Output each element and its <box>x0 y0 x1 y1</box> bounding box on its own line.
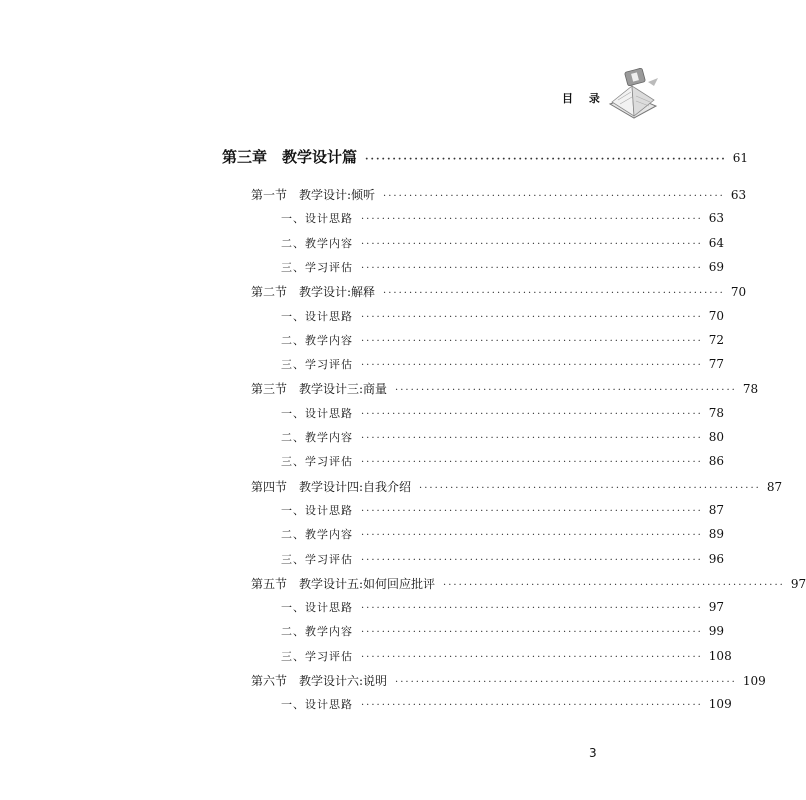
toc-section-entry[interactable] <box>251 380 759 397</box>
leader-dots: ·································································· <box>361 651 703 663</box>
leader-dots: ·································································· <box>361 700 703 712</box>
entry-page-number: 89 <box>708 527 725 542</box>
leader-dots: ·································································· <box>361 554 703 566</box>
toc-item-entry[interactable] <box>281 210 725 226</box>
item-title: 三、学习评估 <box>281 260 353 274</box>
entry-page-number: 109 <box>708 697 732 712</box>
toc-section-entry[interactable] <box>251 186 747 203</box>
item-title: 三、学习评估 <box>281 358 353 372</box>
toc-item-entry[interactable] <box>281 551 725 567</box>
leader-dots: ·································································· <box>361 433 703 444</box>
item-title: 二、教学内容 <box>281 236 353 250</box>
entry-page-number: 70 <box>730 285 747 300</box>
toc-section-entry[interactable] <box>251 283 747 300</box>
toc-section-entry[interactable] <box>251 478 783 495</box>
entry-page-number: 87 <box>708 502 725 517</box>
section-title: 第五节 教学设计五:如何回应批评 <box>251 576 436 591</box>
section-title: 第一节 教学设计:倾听 <box>251 188 376 202</box>
entry-page-number: 97 <box>790 576 806 591</box>
leader-dots: ·································································· <box>361 214 703 226</box>
item-title: 三、学习评估 <box>281 649 353 663</box>
leader-dots: ·································································· <box>361 505 703 517</box>
chapter-page-number: 61 <box>732 151 749 165</box>
item-title: 一、设计思路 <box>281 601 353 615</box>
entry-page-number: 96 <box>708 551 725 566</box>
item-title: 一、设计思路 <box>281 698 353 712</box>
toc-item-entry[interactable] <box>281 259 725 275</box>
toc-item-entry[interactable] <box>281 599 725 615</box>
page-header-label: 目 录 <box>562 92 606 105</box>
item-title: 二、教学内容 <box>281 625 353 639</box>
section-title: 第二节 教学设计:解释 <box>251 285 376 300</box>
item-title: 三、学习评估 <box>281 455 353 469</box>
leader-dots: ·································································· <box>361 238 703 250</box>
leader-dots: ·································································· <box>419 482 761 494</box>
toc-section-entry[interactable] <box>251 672 766 689</box>
leader-dots: ·································································· <box>383 288 725 300</box>
toc-item-entry[interactable] <box>281 332 725 348</box>
toc-item-entry[interactable] <box>281 526 725 542</box>
item-title: 一、设计思路 <box>281 503 353 517</box>
toc-item-entry[interactable] <box>281 356 725 372</box>
entry-page-number: 70 <box>708 308 725 323</box>
item-title: 三、学习评估 <box>281 552 353 566</box>
item-title: 一、设计思路 <box>281 212 353 226</box>
entry-page-number: 99 <box>708 624 725 639</box>
toc-item-entry[interactable] <box>281 648 732 664</box>
entry-page-number: 78 <box>742 382 759 397</box>
toc-section-entry[interactable] <box>251 575 806 592</box>
toc-item-entry[interactable] <box>281 502 725 518</box>
toc-item-entry[interactable] <box>281 235 725 251</box>
leader-dots: ·································································· <box>395 677 737 688</box>
item-title: 一、设计思路 <box>281 406 353 420</box>
toc-item-entry[interactable] <box>281 453 725 469</box>
toc-item-entry[interactable] <box>281 429 725 445</box>
leader-dots: ·································································· <box>361 627 703 639</box>
toc-chapter-entry[interactable] <box>222 146 749 167</box>
entry-page-number: 72 <box>708 332 725 347</box>
section-title: 第三节 教学设计三:商量 <box>251 382 388 397</box>
leader-dots: ·································································· <box>361 408 703 420</box>
entry-page-number: 109 <box>742 674 766 688</box>
leader-dots: ·································································· <box>361 335 703 347</box>
entry-page-number: 86 <box>708 454 725 469</box>
toc-item-entry[interactable] <box>281 405 725 421</box>
leader-dots: ·································································· <box>361 360 703 372</box>
entry-page-number: 69 <box>708 259 725 274</box>
section-title: 第四节 教学设计四:自我介绍 <box>251 479 412 494</box>
leader-dots: ·································································· <box>443 579 785 591</box>
item-title: 二、教学内容 <box>281 431 353 444</box>
entry-page-number: 63 <box>708 211 725 226</box>
item-title: 二、教学内容 <box>281 333 353 347</box>
entry-page-number: 87 <box>766 479 783 494</box>
entry-page-number: 64 <box>708 235 725 250</box>
leader-dots: ·································································· <box>365 154 727 165</box>
leader-dots: ·································································· <box>361 530 703 542</box>
entry-page-number: 108 <box>708 648 732 663</box>
entry-page-number: 97 <box>708 600 725 615</box>
entry-page-number: 63 <box>730 188 747 202</box>
leader-dots: ·································································· <box>361 603 703 615</box>
item-title: 二、教学内容 <box>281 528 353 542</box>
leader-dots: ·································································· <box>361 262 703 274</box>
leader-dots: ·································································· <box>361 311 703 323</box>
entry-page-number: 77 <box>708 357 725 372</box>
toc-item-entry[interactable] <box>281 696 732 712</box>
section-title: 第六节 教学设计六:说明 <box>251 674 388 688</box>
chapter-title: 第三章 教学设计篇 <box>222 148 358 166</box>
item-title: 一、设计思路 <box>281 309 353 323</box>
leader-dots: ·································································· <box>361 457 703 469</box>
entry-page-number: 80 <box>708 430 725 444</box>
page-number: 3 <box>589 746 597 760</box>
toc-item-entry[interactable] <box>281 623 725 639</box>
entry-page-number: 78 <box>708 405 725 420</box>
leader-dots: ·································································· <box>383 191 725 202</box>
leader-dots: ·································································· <box>395 385 737 397</box>
toc-item-entry[interactable] <box>281 308 725 324</box>
